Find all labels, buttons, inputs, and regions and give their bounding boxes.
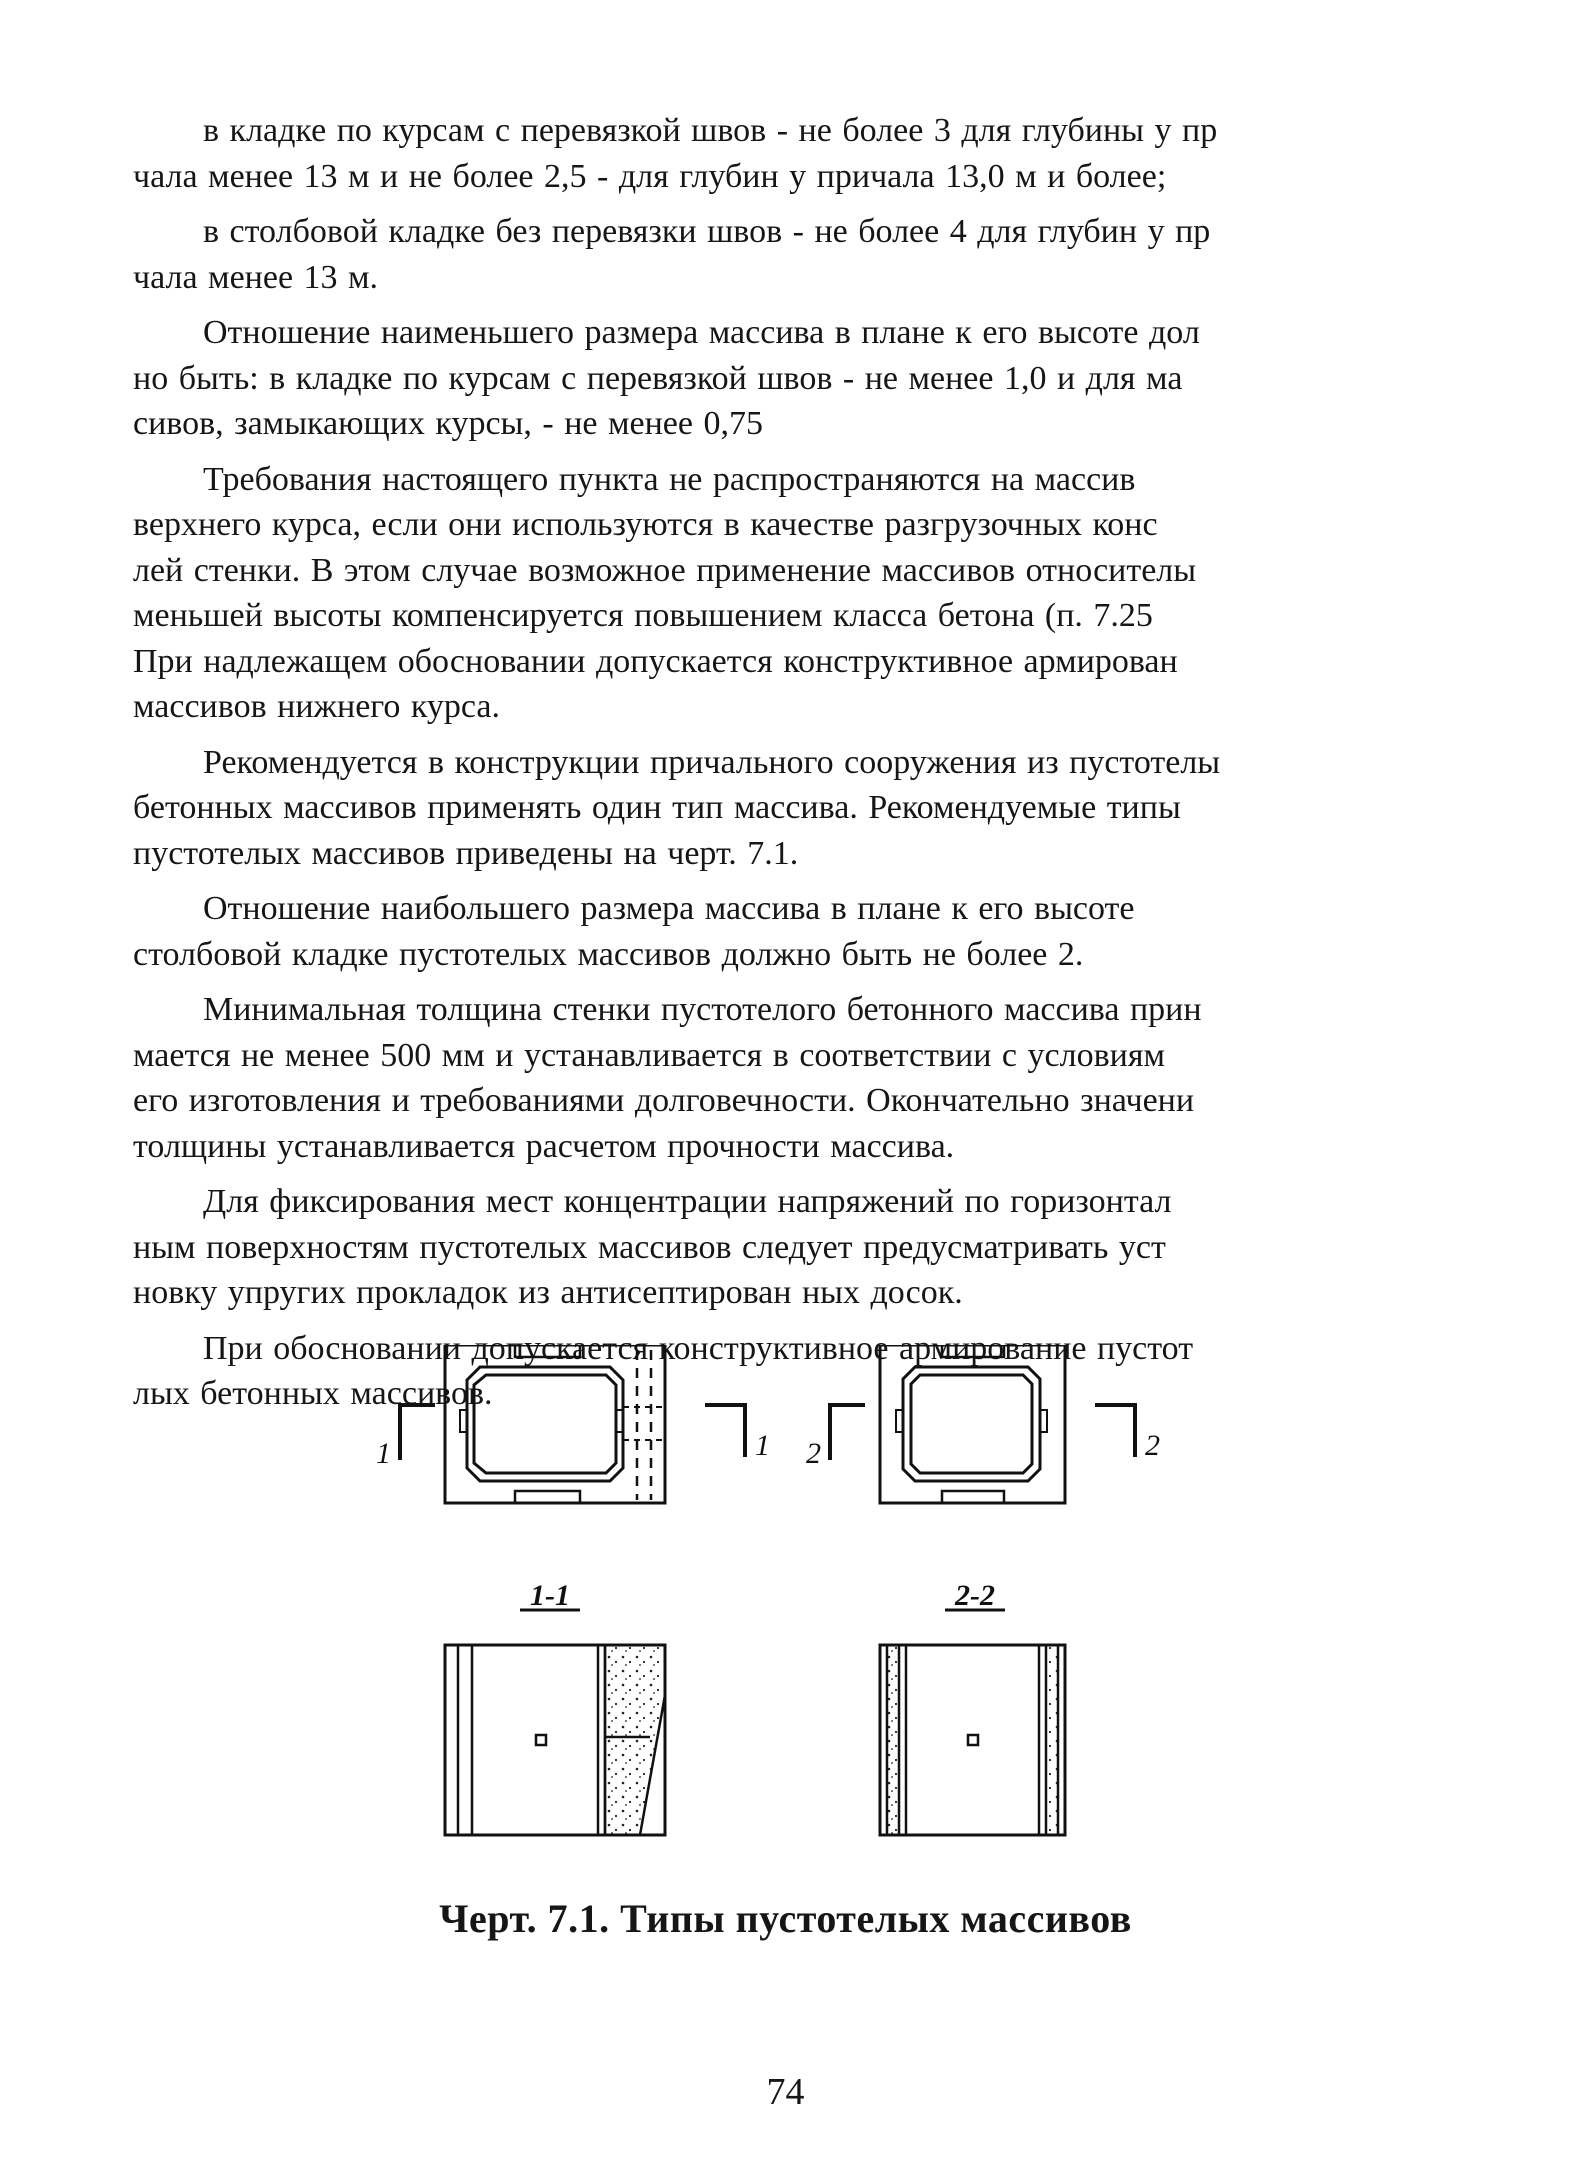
text-line: сивов, замыкающих курсы, - не менее 0,75 xyxy=(133,405,763,442)
text-line: в кладке по курсам с перевязкой швов - не более 3 для глубины у пр xyxy=(203,112,1218,149)
paragraph-4 xyxy=(133,457,1443,730)
text-line: При обосновании допускается конструктивное армирование пустот xyxy=(203,1329,1194,1367)
hollow-blocks-figure xyxy=(340,1345,1200,1900)
section-mark-left-2 xyxy=(830,1405,865,1460)
text-line: массивов нижнего курса. xyxy=(133,688,501,725)
text-line: Требования настоящего пункта не распространяются на массив xyxy=(203,460,1136,498)
section-mark-right-1 xyxy=(705,1405,745,1457)
text-line: в столбовой кладке без перевязки швов - не более 4 для глубин у пр xyxy=(203,213,1211,250)
section-label-2-2: 2-2 xyxy=(955,1579,995,1612)
text-line: Отношение наибольшего размера массива в плане к его высоте xyxy=(203,890,1135,927)
text-line: меньшей высоты компенсируется повышением класса бетона (п. 7.25 xyxy=(133,597,1153,634)
hollow-blocks-drawing xyxy=(340,1345,1200,1900)
section-mark-left-1 xyxy=(400,1405,435,1460)
paragraph-7 xyxy=(133,987,1443,1169)
text-line: его изготовления и требованиями долговечности. Окончательно значени xyxy=(133,1082,1195,1119)
text-line: чала менее 13 м. xyxy=(133,258,379,296)
text-line: но быть: в кладке по курсам с перевязкой швов - не менее 1,0 и для ма xyxy=(133,359,1183,397)
section-mark-right-2 xyxy=(1095,1405,1135,1457)
section-mark-right-1-label: 1 xyxy=(755,1429,770,1462)
text-line: пустотелых массивов приведены на черт. 7.1. xyxy=(133,834,799,872)
text-line: При надлежащем обосновании допускается конструктивное армирован xyxy=(133,642,1178,680)
block-2-plan xyxy=(880,1345,1065,1503)
text-line: чала менее 13 м и не более 2,5 - для глубин у причала 13,0 м и более; xyxy=(133,157,1167,195)
text-line: бетонных массивов применять один тип массива. Рекомендуемые типы xyxy=(133,789,1181,826)
section-2-2-drawing xyxy=(880,1645,1065,1835)
paragraph-1 xyxy=(133,108,1443,199)
text-line: столбовой кладке пустотелых массивов должно быть не более 2. xyxy=(133,935,1084,973)
section-mark-right-2-label: 2 xyxy=(1145,1429,1160,1462)
text-line: ным поверхностям пустотелых массивов следует предусматривать уст xyxy=(133,1228,1166,1266)
text-line: Для фиксирования мест концентрации напряжений по горизонтал xyxy=(203,1183,1172,1220)
paragraph-6 xyxy=(133,886,1443,977)
paragraph-3 xyxy=(133,310,1443,447)
figure-caption: Черт. 7.1. Типы пустотелых массивов xyxy=(439,1896,1132,1941)
page-number: 74 xyxy=(766,2071,805,2113)
paragraph-5 xyxy=(133,740,1443,877)
text-line: Минимальная толщина стенки пустотелого бетонного массива прин xyxy=(203,991,1202,1028)
text-line: новку упругих прокладок из антисептирован ных досок. xyxy=(133,1274,963,1311)
body-text xyxy=(133,108,1443,1427)
text-line: лых бетонных массивов. xyxy=(133,1375,493,1412)
section-1-1-drawing xyxy=(445,1645,665,1835)
text-line: лей стенки. В этом случае возможное применение массивов относителы xyxy=(133,551,1197,589)
text-line: мается не менее 500 мм и устанавливается в соответствии с условиям xyxy=(133,1036,1165,1074)
section-mark-left-1-label: 1 xyxy=(376,1437,391,1470)
section-mark-left-2-label: 2 xyxy=(806,1437,821,1470)
paragraph-8 xyxy=(133,1179,1443,1316)
block-1-plan xyxy=(445,1345,665,1503)
text-line: Отношение наименьшего размера массива в плане к его высоте дол xyxy=(203,314,1200,351)
paragraph-2 xyxy=(133,209,1443,300)
text-line: Рекомендуется в конструкции причального сооружения из пустотелы xyxy=(203,743,1221,781)
text-line: верхнего курса, если они используются в качестве разгрузочных конс xyxy=(133,506,1158,543)
text-line: толщины устанавливается расчетом прочности массива. xyxy=(133,1127,955,1165)
section-label-1-1: 1-1 xyxy=(530,1579,570,1612)
